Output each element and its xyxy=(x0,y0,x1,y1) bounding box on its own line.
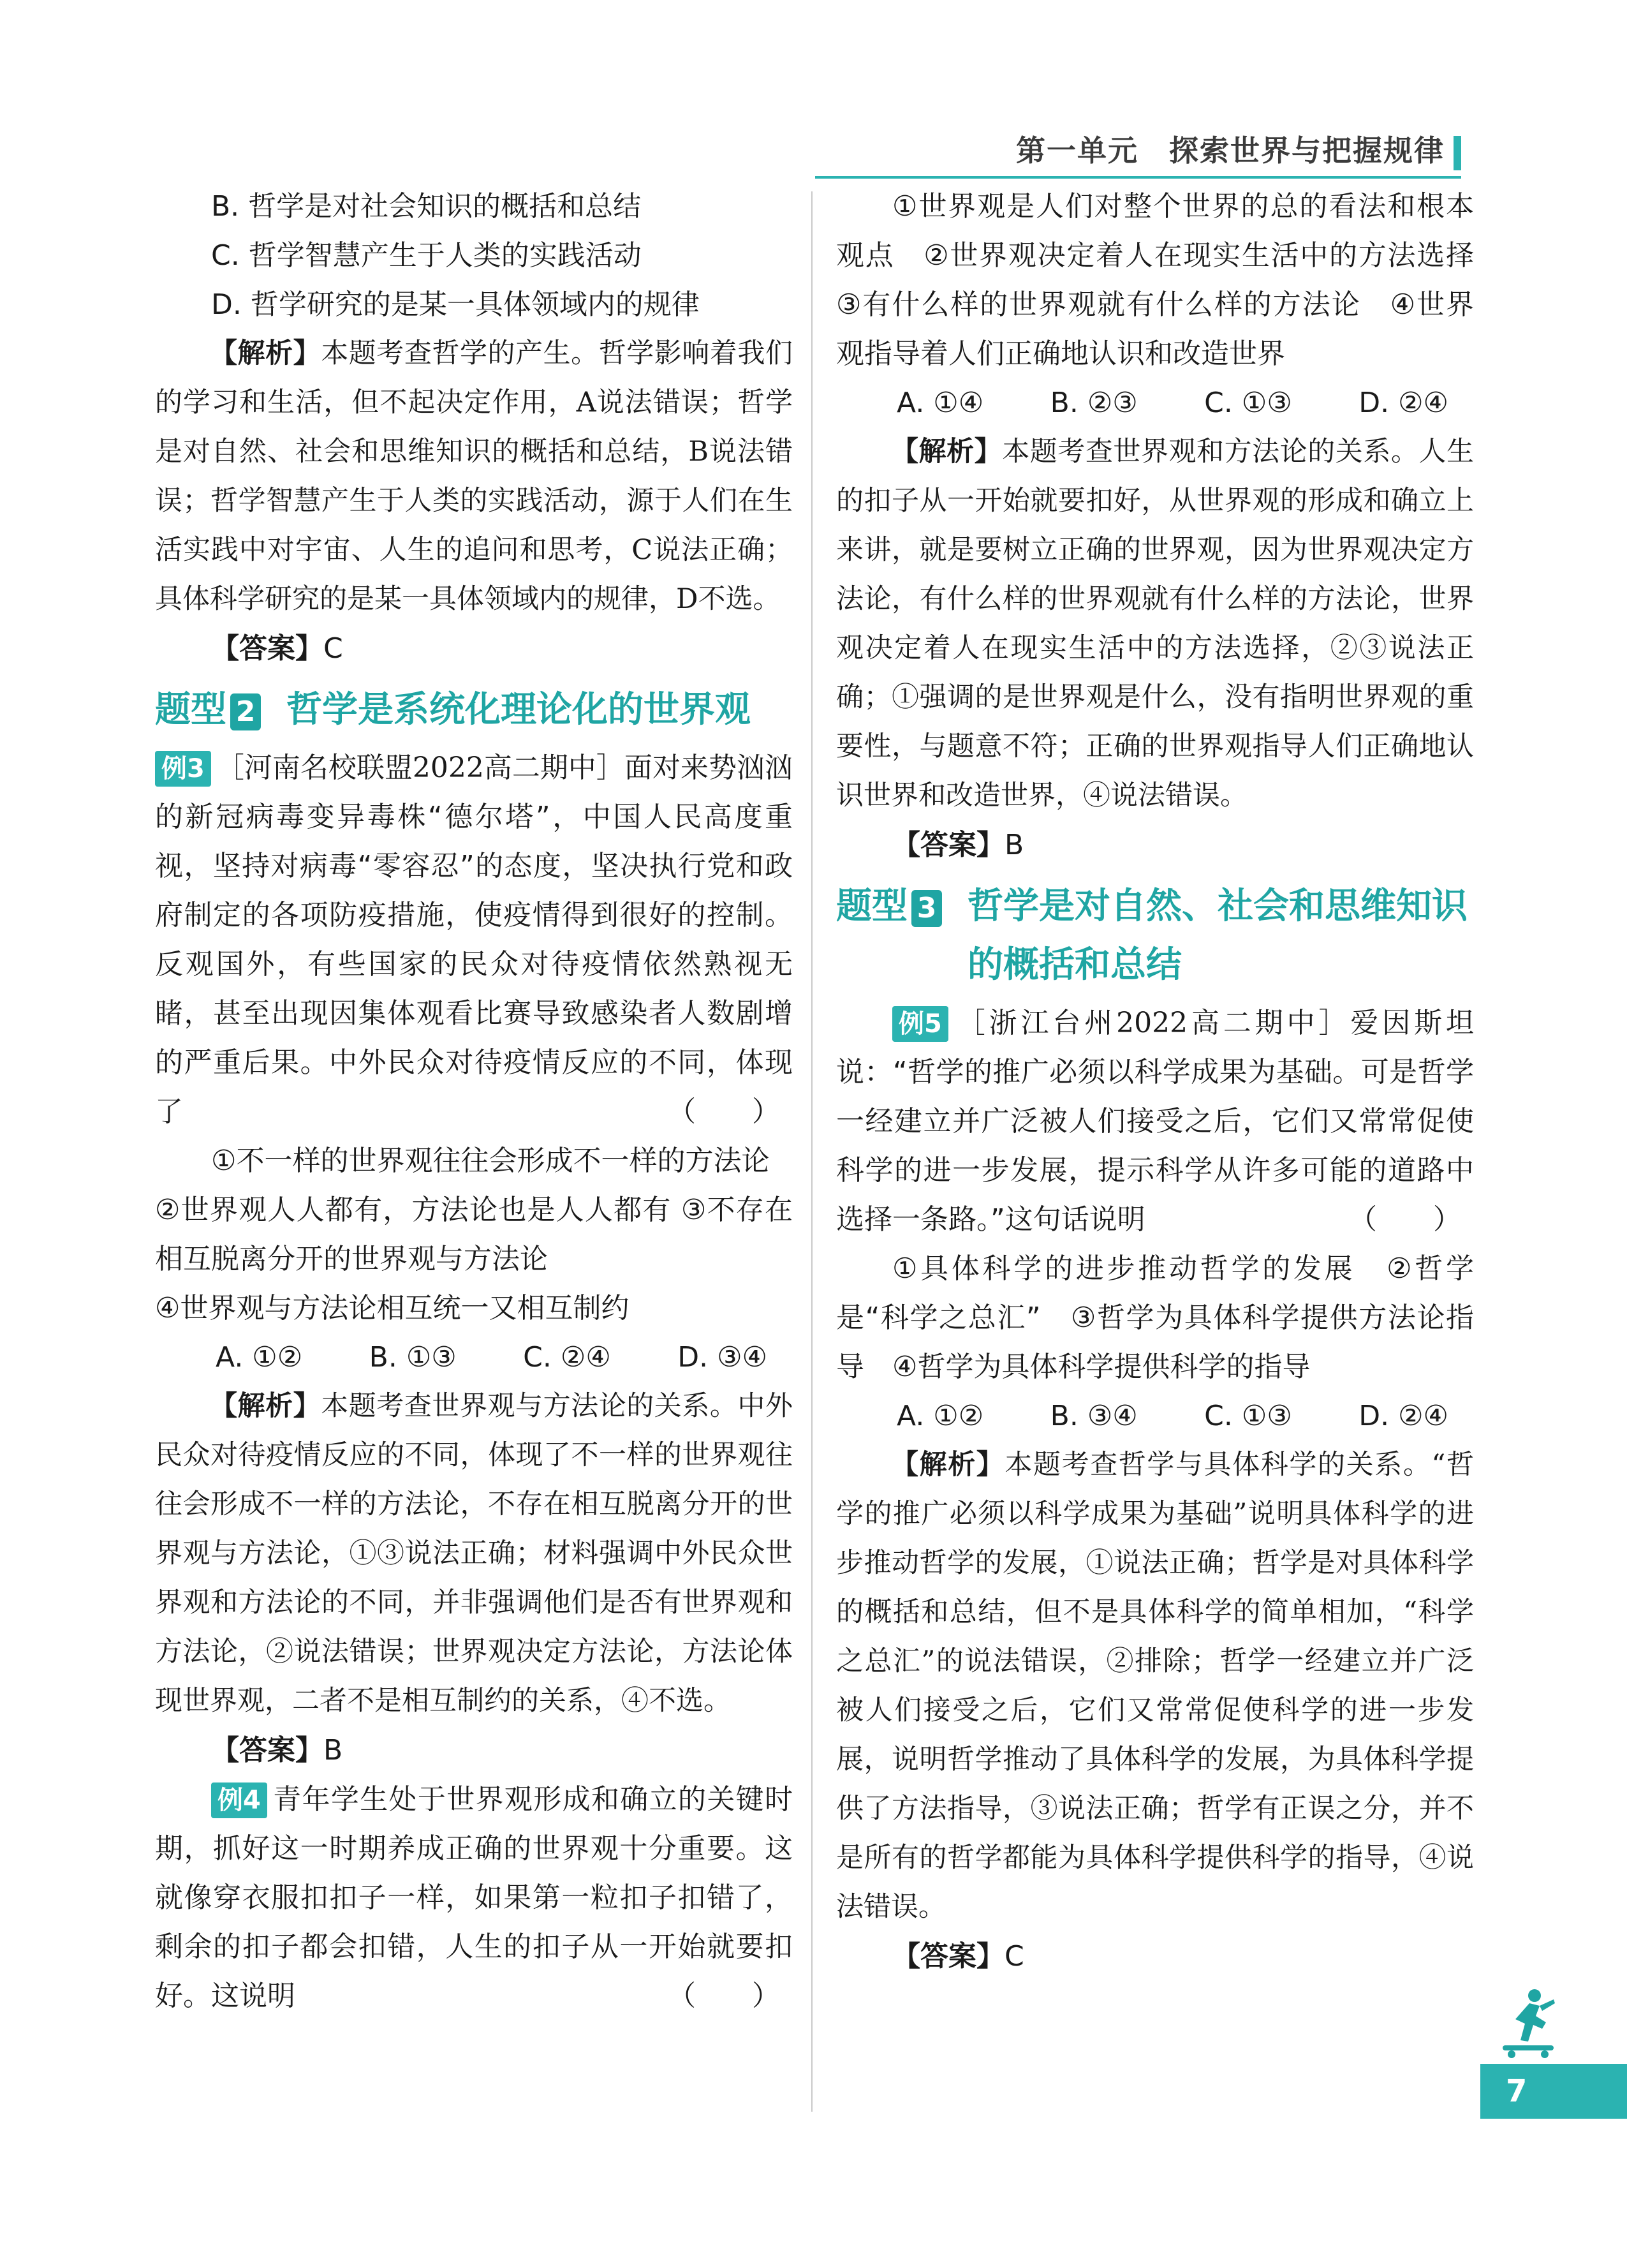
statement-text: ①世界观是人们对整个世界的总的看法和根本观点 xyxy=(836,190,1474,272)
example-5 xyxy=(836,998,1474,1244)
statement-text: ②世界观人人都有，方法论也是人人都有 xyxy=(155,1194,672,1226)
answer-label: 【答案】 xyxy=(211,632,323,665)
example-source: ［浙江台州2022高二期中］ xyxy=(953,1007,1351,1039)
type-label xyxy=(836,877,968,995)
answer-blank: （ ） xyxy=(1349,1203,1461,1236)
option-b: B. ②③ xyxy=(1050,387,1138,419)
unit-title: 第一单元 探索世界与把握规律 xyxy=(1016,133,1445,168)
option-b: B. 哲学是对社会知识的概括和总结 xyxy=(211,190,642,223)
example-source: ［河南名校联盟2022高二期中］ xyxy=(216,752,624,784)
example-text: 青年学生处于世界观形成和确立的关键时期，抓好这一时期养成正确的世界观十分重要。这就像穿衣服扣扣子一样，如果第一粒扣子扣错了，剩余的扣子都会扣错，人生的扣子从一开始就要扣好。这说明 xyxy=(155,1783,793,2012)
option-a: A. ①② xyxy=(897,1400,984,1432)
answer-value: C xyxy=(1005,1940,1024,1973)
option-c: C. ①③ xyxy=(1204,387,1292,419)
analysis-label: 【解析】 xyxy=(210,1390,321,1422)
statement-1 xyxy=(155,1136,793,1185)
page-number: 7 xyxy=(1480,2064,1627,2119)
right-column xyxy=(836,182,1474,1981)
statement-text: ③哲学为具体科学提供方法论指导 xyxy=(836,1301,1475,1383)
analysis-label: 【解析】 xyxy=(891,436,1003,468)
statement-text: ①具体科学的进步推动哲学的发展 xyxy=(892,1252,1356,1285)
header-accent-bar xyxy=(1454,136,1461,170)
answer-4 xyxy=(836,820,1474,870)
example-badge: 例4 xyxy=(211,1783,267,1818)
analysis-text: 本题考查哲学的产生。哲学影响着我们的学习和生活，但不起决定作用，A说法错误；哲学是对自然、社会和思维知识的概括和总结，B说法错误；哲学智慧产生于人类的实践活动，源于人们在生活实践中对宇宙、人生的追问和思考，C说法正确；具体科学研究的是某一具体领域内的规律，D不选。 xyxy=(155,337,793,615)
type-word: 题型 xyxy=(155,689,226,730)
statement-4 xyxy=(155,1284,793,1333)
statement-text: ②世界观决定着人在现实生活中的方法选择 xyxy=(924,239,1475,272)
answer-5 xyxy=(836,1932,1474,1981)
header-rule xyxy=(815,176,1461,179)
statement-text: ③不存在相互脱离分开的世界观与方法论 xyxy=(155,1194,793,1275)
option-c: C. ②④ xyxy=(523,1341,611,1374)
example-badge: 例3 xyxy=(155,751,211,787)
type-heading-3 xyxy=(836,877,1474,995)
unit-header xyxy=(1016,128,1461,170)
option-b: B. ③④ xyxy=(1050,1400,1138,1432)
example-4 xyxy=(155,1775,793,2020)
option-d: D. ②④ xyxy=(1358,387,1448,419)
analysis-3 xyxy=(155,1382,793,1726)
answer-label: 【答案】 xyxy=(892,829,1005,861)
statement-text: ②哲学是“科学之总汇” xyxy=(836,1252,1474,1334)
answer-blank: （ ） xyxy=(668,1095,780,1128)
type-heading-2 xyxy=(155,681,793,739)
type-word: 题型 xyxy=(836,886,908,927)
type-label xyxy=(155,681,286,739)
analysis-1 xyxy=(155,329,793,624)
statement-text: ④世界观指导着人们正确地认识和改造世界 xyxy=(836,288,1474,370)
answer-value: B xyxy=(323,1734,343,1767)
option-d: D. ②④ xyxy=(1358,1400,1448,1432)
option-a: A. ①④ xyxy=(897,387,984,419)
options-row xyxy=(836,1391,1474,1441)
statement-text: ④哲学为具体科学提供科学的指导 xyxy=(892,1351,1311,1383)
column-divider xyxy=(811,191,813,2112)
answer-1 xyxy=(155,624,793,673)
example-badge: 例5 xyxy=(892,1006,948,1042)
type-number-badge: 3 xyxy=(911,890,942,927)
type-title: 哲学是对自然、社会和思维知识的概括和总结 xyxy=(968,886,1468,986)
analysis-label: 【解析】 xyxy=(210,337,321,369)
answer-3 xyxy=(155,1726,793,1775)
option-a: A. ①② xyxy=(216,1341,303,1374)
answer-value: B xyxy=(1005,829,1024,861)
answer-value: C xyxy=(323,632,343,665)
option-d: D. 哲学研究的是某一具体领域内的规律 xyxy=(211,288,700,321)
option-c: C. ①③ xyxy=(1204,1400,1292,1432)
left-column xyxy=(155,182,793,2020)
type-number-badge: 2 xyxy=(230,693,261,730)
statement-text: ③有什么样的世界观就有什么样的方法论 xyxy=(836,288,1361,321)
example-text: 面对来势汹汹的新冠病毒变异毒株“德尔塔”，中国人民高度重视，坚持对病毒“零容忍”的态度，坚决执行党和政府制定的各项防疫措施，使疫情得到很好的控制。反观国外，有些国家的民众对待疫情依然熟视无睹，甚至出现因集体观看比赛导致感染者人数剧增的严重后果。中外民众对待疫情反应的不同，体现了 xyxy=(155,752,793,1128)
option-d: D. ③④ xyxy=(677,1341,767,1374)
analysis-text: 本题考查哲学与具体科学的关系。“哲学的推广必须以科学成果为基础”说明具体科学的进步推动哲学的发展，①说法正确；哲学是对具体科学的概括和总结，但不是具体科学的简单相加，“科学之总汇”的说法错误，②排除；哲学一经建立并广泛被人们接受之后，它们又常常促使科学的进一步发展，说明哲学推动了具体科学的发展，为具体科学提供了方法指导，③说法正确；哲学有正误之分，并不是所有的哲学都能为具体科学提供科学的指导，④说法错误。 xyxy=(836,1449,1475,1923)
answer-label: 【答案】 xyxy=(892,1940,1005,1973)
statement-text: ①不一样的世界观往往会形成不一样的方法论 xyxy=(211,1145,770,1177)
analysis-4 xyxy=(836,427,1474,820)
example-text: 爱因斯坦说：“哲学的推广必须以科学成果为基础。可是哲学一经建立并广泛被人们接受之后，它们又常常促使科学的进一步发展，提示科学从许多可能的道路中选择一条路。”这句话说明 xyxy=(836,1007,1474,1236)
statement-text: ④世界观与方法论相互统一又相互制约 xyxy=(155,1292,629,1324)
analysis-text: 本题考查世界观与方法论的关系。中外民众对待疫情反应的不同，体现了不一样的世界观往往会形成不一样的方法论，不存在相互脱离分开的世界观与方法论，①③说法正确；材料强调中外民众世界观和方法论的不同，并非强调他们是否有世界观和方法论，②说法错误；世界观决定方法论，方法论体现世界观，二者不是相互制约的关系，④不选。 xyxy=(155,1390,793,1717)
analysis-5 xyxy=(836,1441,1474,1932)
answer-blank: （ ） xyxy=(668,1980,780,2012)
statements-ex4 xyxy=(836,182,1474,378)
option-c: C. 哲学智慧产生于人类的实践活动 xyxy=(211,239,642,272)
statement-2-3 xyxy=(155,1185,793,1284)
statements-ex5 xyxy=(836,1244,1474,1391)
options-row xyxy=(155,1333,793,1382)
options-row xyxy=(836,378,1474,427)
type-title: 哲学是系统化理论化的世界观 xyxy=(286,689,751,730)
analysis-label: 【解析】 xyxy=(891,1449,1005,1481)
skateboarder-mascot-icon xyxy=(1490,1984,1560,2061)
analysis-text: 本题考查世界观和方法论的关系。人生的扣子从一开始就要扣好，从世界观的形成和确立上来讲，就是要树立正确的世界观，因为世界观决定方法论，有什么样的世界观就有什么样的方法论，世界观决定着人在现实生活中的方法选择，②③说法正确；①强调的是世界观是什么，没有指明世界观的重要性，与题意不符；正确的世界观指导人们正确地认识世界和改造世界，④说法错误。 xyxy=(836,436,1475,812)
example-3 xyxy=(155,743,793,1136)
answer-label: 【答案】 xyxy=(211,1734,323,1767)
option-b: B. ①③ xyxy=(369,1341,457,1374)
